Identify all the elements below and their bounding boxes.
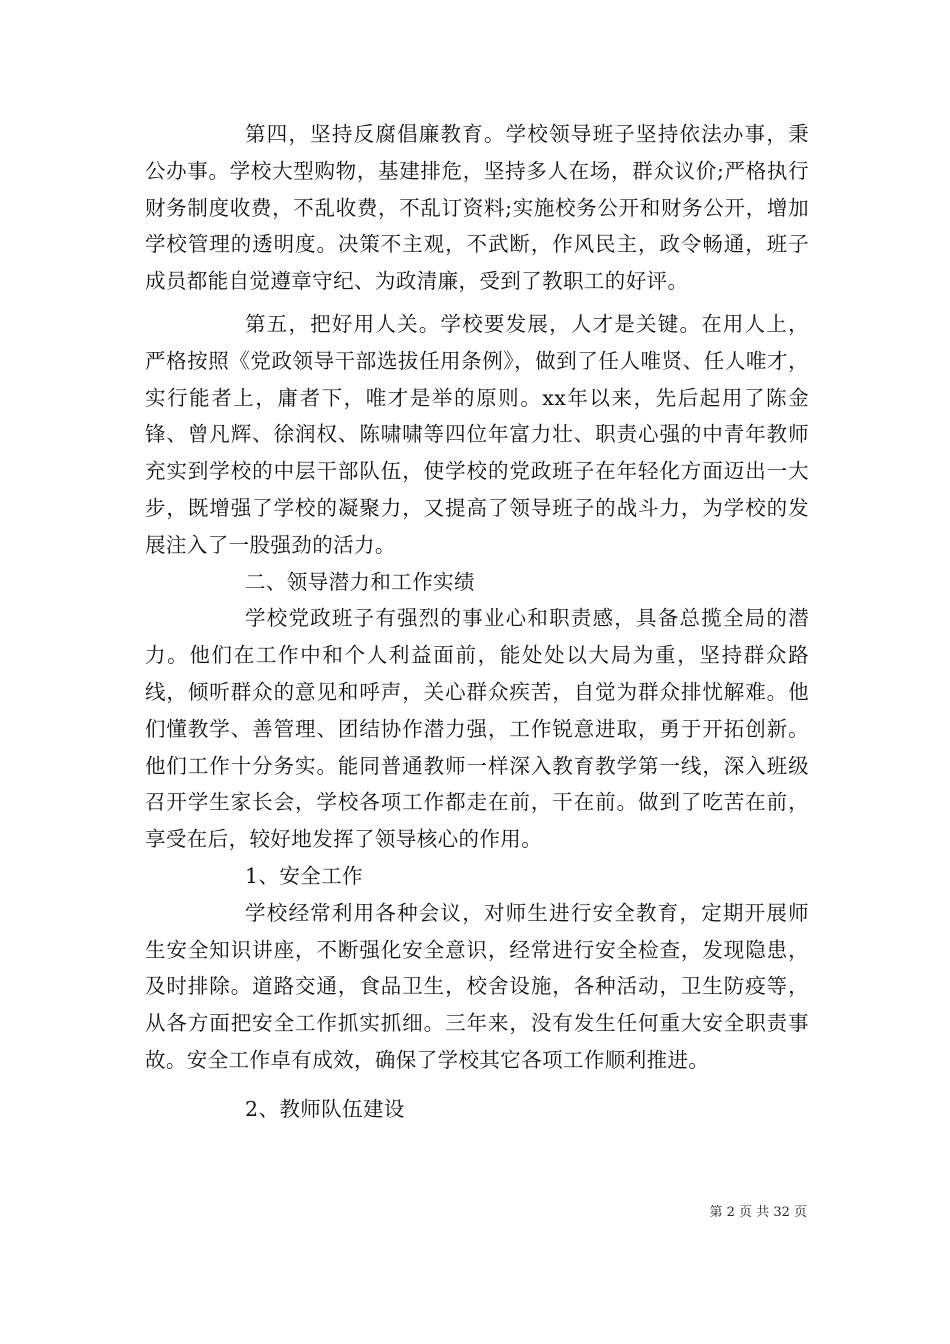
paragraph-fourth-anticorruption: 第四，坚持反腐倡廉教育。学校领导班子坚持依法办事，秉公办事。学校大型购物，基建排危，坚持多人在场，群众议价;严格执行财务制度收费，不乱收费，不乱订资料;实施校务公开和财务公开，增加学校管理的透明度。决策不主观，不武断，作风民主，政令畅通，班子成员都能自觉遵章守纪、为政清廉，受到了教职工的好评。 [145, 122, 809, 294]
page-number-footer: 第 2 页 共 32 页 [709, 1205, 807, 1220]
document-body [145, 116, 809, 1128]
paragraph-safety-work: 学校经常利用各种会议，对师生进行安全教育，定期开展师生安全知识讲座，不断强化安全意识，经常进行安全检查，发现隐患，及时排除。道路交通，食品卫生，校舍设施，各种活动，卫生防疫等，从各方面把安全工作抓实抓细。三年来，没有发生任何重大安全职责事故。安全工作卓有成效，确保了学校其它各项工作顺利推进。 [145, 900, 809, 1072]
paragraph-fifth-personnel: 第五，把好用人关。学校要发展，人才是关键。在用人上，严格按照《党政领导干部选拔任用条例》，做到了任人唯贤、任人唯才，实行能者上，庸者下，唯才是举的原则。xx年以来，先后起用了陈金锋、曾凡辉、徐润权、陈啸啸等四位年富力壮、职责心强的中青年教师充实到学校的中层干部队伍，使学校的党政班子在年轻化方面迈出一大步，既增强了学校的凝聚力，又提高了领导班子的战斗力，为学校的发展注入了一股强劲的活力。 [145, 311, 809, 557]
paragraph-gap [145, 1079, 809, 1091]
subheading-teacher-team: 2、教师队伍建设 [245, 1096, 405, 1121]
paragraph-leadership-ability: 学校党政班子有强烈的事业心和职责感，具备总揽全局的潜力。他们在工作中和个人利益面前，能处处以大局为重，坚持群众路线，倾听群众的意见和呼声，关心群众疾苦，自觉为群众排忧解难。他们懂教学、善管理、团结协作潜力强，工作锐意进取，勇于开拓创新。他们工作十分务实。能同普通教师一样深入教育教学第一线，深入班级召开学生家长会，学校各项工作都走在前，干在前。做到了吃苦在前，享受在后，较好地发挥了领导核心的作用。 [145, 606, 809, 852]
subheading-safety-work: 1、安全工作 [245, 863, 363, 888]
section-heading-leadership: 二、领导潜力和工作实绩 [245, 569, 475, 594]
